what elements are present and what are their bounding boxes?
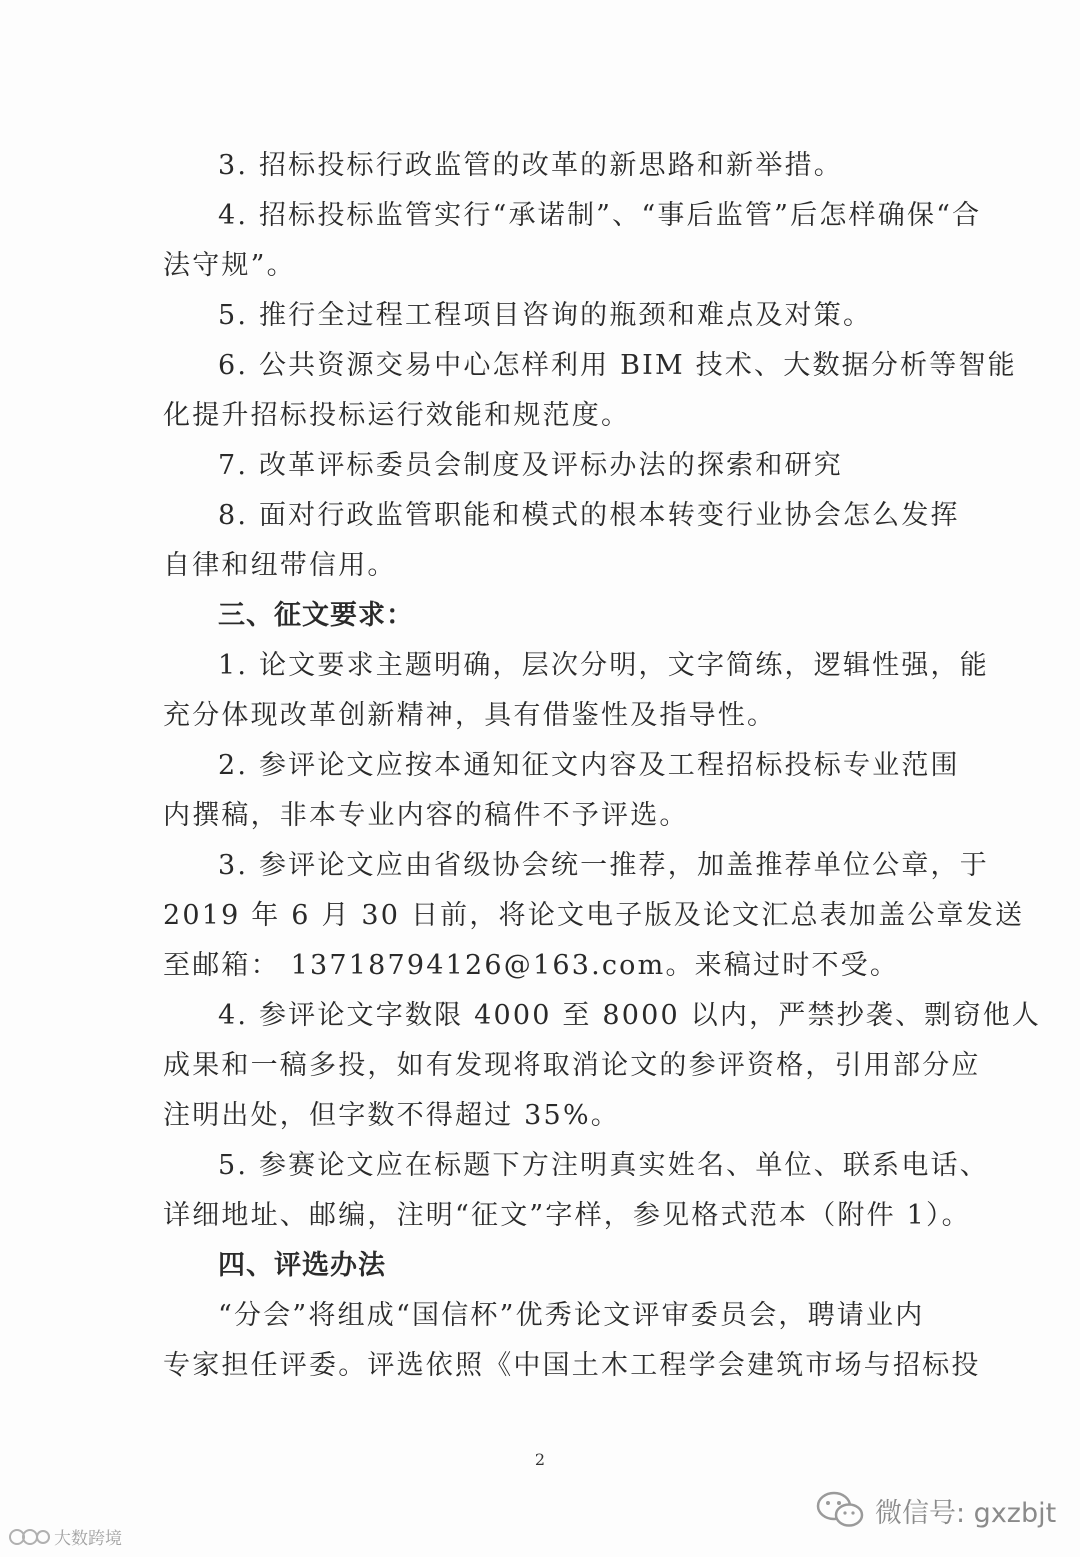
text-line: 至邮箱： 13718794126@163.com。来稿过时不受。 [163, 950, 900, 981]
text-line: 内撰稿，非本专业内容的稿件不予评选。 [163, 800, 689, 831]
text-line: 4. 参评论文字数限 4000 至 8000 以内，严禁抄袭、剽窃他人 [218, 1000, 1042, 1031]
text-line: 3. 招标投标行政监管的改革的新思路和新举措。 [218, 150, 843, 181]
text-line: 7. 改革评标委员会制度及评标办法的探索和研究 [218, 450, 843, 481]
text-line: 5. 推行全过程工程项目咨询的瓶颈和难点及对策。 [218, 300, 873, 331]
text-line: 8. 面对行政监管职能和模式的根本转变行业协会怎么发挥 [218, 500, 960, 531]
text-line: 6. 公共资源交易中心怎样利用 BIM 技术、大数据分析等智能 [218, 350, 1017, 381]
section-heading: 三、征文要求： [218, 600, 414, 631]
wechat-watermark [815, 1485, 1056, 1535]
text-line: 化提升招标投标运行效能和规范度。 [163, 400, 631, 431]
text-line: “分会”将组成“国信杯”优秀论文评审委员会，聘请业内 [218, 1300, 925, 1331]
wechat-icon [815, 1490, 867, 1530]
section-heading: 四、评选办法 [218, 1250, 386, 1281]
text-line: 法守规”。 [163, 250, 296, 281]
wechat-id: 微信号: gxzbjt [875, 1497, 1057, 1529]
text-line: 详细地址、邮编，注明“征文”字样，参见格式范本（附件 1）。 [163, 1200, 971, 1231]
page-number: 2 [534, 1450, 546, 1469]
text-line: 成果和一稿多投，如有发现将取消论文的参评资格，引用部分应 [163, 1050, 981, 1081]
text-line: 自律和纽带信用。 [163, 550, 397, 581]
corner-logo-text: 大数跨境 [54, 1529, 122, 1549]
text-line: 3. 参评论文应由省级协会统一推荐，加盖推荐单位公章，于 [218, 850, 989, 881]
text-line: 5. 参赛论文应在标题下方注明真实姓名、单位、联系电话、 [218, 1150, 989, 1181]
text-line: 注明出处，但字数不得超过 35%。 [163, 1100, 620, 1131]
text-line: 2. 参评论文应按本通知征文内容及工程招标投标专业范围 [218, 750, 960, 781]
text-line: 4. 招标投标监管实行“承诺制”、“事后监管”后怎样确保“合 [218, 200, 982, 231]
text-line: 2019 年 6 月 30 日前，将论文电子版及论文汇总表加盖公章发送 [163, 900, 1025, 931]
watermark-logo-icon [8, 1526, 50, 1548]
corner-watermark [8, 1524, 122, 1549]
text-line: 专家担任评委。评选依照《中国土木工程学会建筑市场与招标投 [163, 1350, 981, 1381]
text-line: 1. 论文要求主题明确，层次分明，文字简练，逻辑性强，能 [218, 650, 989, 681]
text-line: 充分体现改革创新精神，具有借鉴性及指导性。 [163, 700, 777, 731]
